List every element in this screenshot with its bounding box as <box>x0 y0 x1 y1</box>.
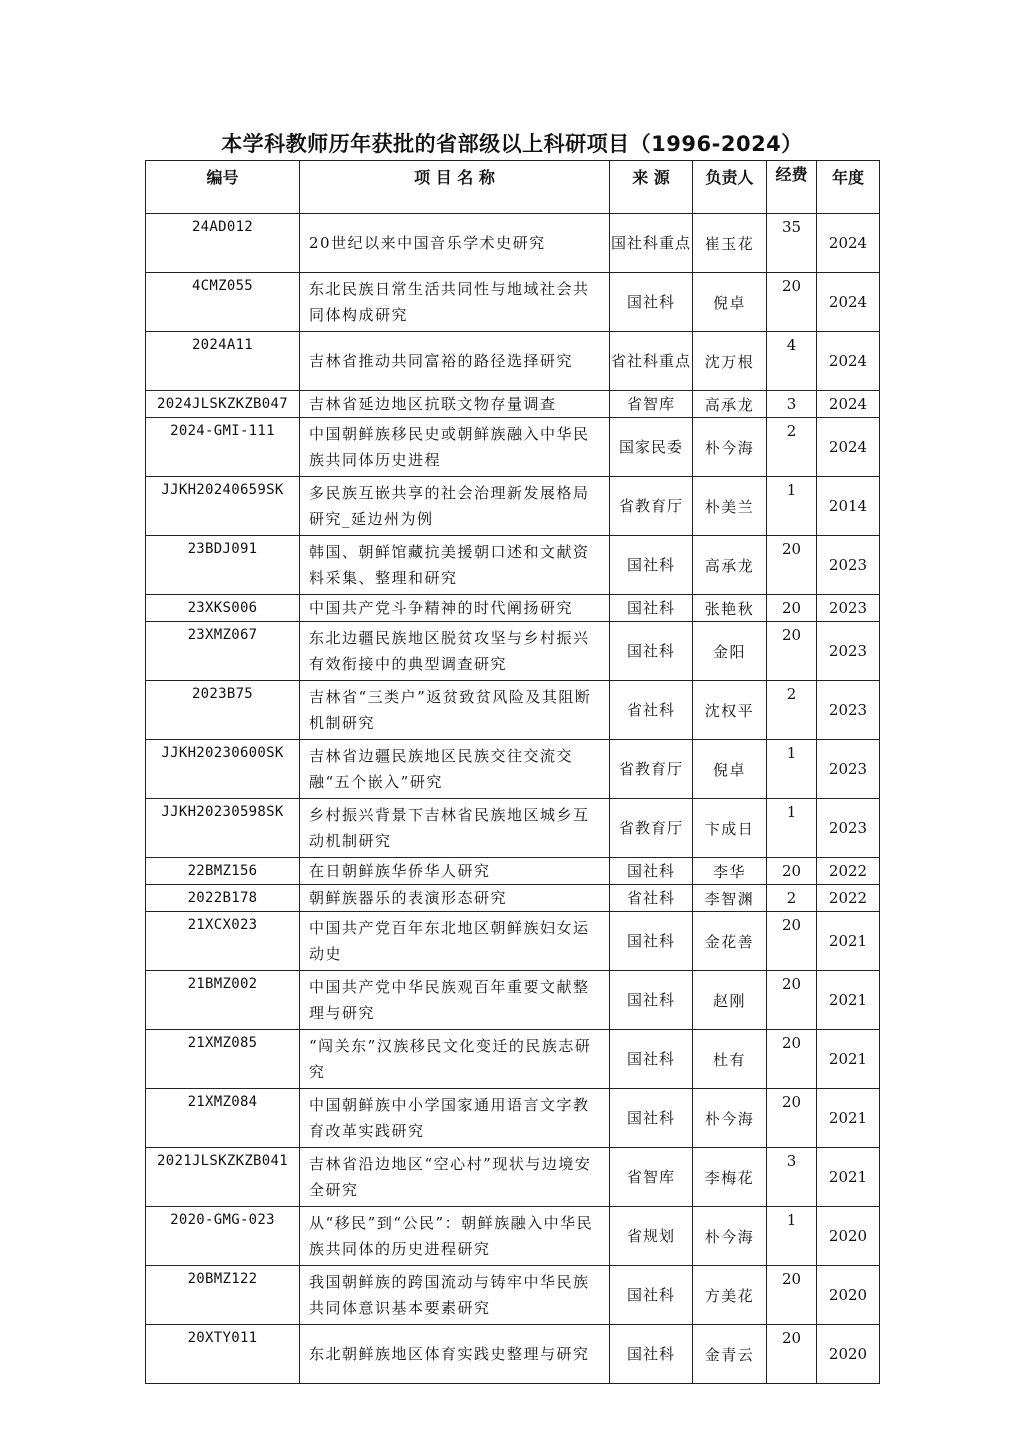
table-row <box>146 1325 880 1384</box>
project-name: “闯关东”汉族移民文化变迁的民族志研究 <box>300 1030 610 1089</box>
project-fund: 20 <box>767 595 817 622</box>
project-code: 2024JLSKZKZB047 <box>146 391 300 418</box>
project-name: 中国朝鲜族中小学国家通用语言文字教育改革实践研究 <box>300 1089 610 1148</box>
project-leader: 朴美兰 <box>693 477 767 536</box>
project-leader: 张艳秋 <box>693 595 767 622</box>
table-row <box>146 858 880 885</box>
project-fund: 20 <box>767 912 817 971</box>
project-fund: 20 <box>767 1030 817 1089</box>
table-row <box>146 740 880 799</box>
project-name: 朝鲜族器乐的表演形态研究 <box>300 885 610 912</box>
project-source: 省社科 <box>610 681 693 740</box>
project-fund: 20 <box>767 858 817 885</box>
table-header-row <box>146 161 880 214</box>
header-code: 编号 <box>146 161 300 214</box>
project-code: 21XMZ084 <box>146 1089 300 1148</box>
table-row <box>146 1207 880 1266</box>
project-fund: 2 <box>767 681 817 740</box>
header-name: 项 目 名 称 <box>300 161 610 214</box>
project-code: JJKH20230598SK <box>146 799 300 858</box>
project-code: 2024A11 <box>146 332 300 391</box>
project-year: 2022 <box>817 858 880 885</box>
table-row <box>146 418 880 477</box>
project-code: JJKH20240659SK <box>146 477 300 536</box>
table-row <box>146 536 880 595</box>
project-source: 国社科 <box>610 858 693 885</box>
project-fund: 20 <box>767 273 817 332</box>
page-title: 本学科教师历年获批的省部级以上科研项目（1996-2024） <box>221 132 803 156</box>
project-source: 省教育厅 <box>610 740 693 799</box>
project-leader: 李华 <box>693 858 767 885</box>
project-name: 吉林省延边地区抗联文物存量调查 <box>300 391 610 418</box>
projects-table <box>145 160 880 1384</box>
project-name: 在日朝鲜族华侨华人研究 <box>300 858 610 885</box>
project-code: 20XTY011 <box>146 1325 300 1384</box>
project-code: 24AD012 <box>146 214 300 273</box>
project-source: 省智库 <box>610 391 693 418</box>
project-year: 2023 <box>817 536 880 595</box>
project-code: 2022B178 <box>146 885 300 912</box>
project-name: 20世纪以来中国音乐学术史研究 <box>300 214 610 273</box>
project-fund: 2 <box>767 418 817 477</box>
project-code: 2020-GMG-023 <box>146 1207 300 1266</box>
project-source: 省社科重点 <box>610 332 693 391</box>
project-year: 2023 <box>817 595 880 622</box>
project-leader: 朴今海 <box>693 1089 767 1148</box>
project-year: 2024 <box>817 273 880 332</box>
project-leader: 崔玉花 <box>693 214 767 273</box>
project-name: 吉林省边疆民族地区民族交往交流交融“五个嵌入”研究 <box>300 740 610 799</box>
project-name: 多民族互嵌共享的社会治理新发展格局研究_延边州为例 <box>300 477 610 536</box>
project-year: 2014 <box>817 477 880 536</box>
project-year: 2023 <box>817 681 880 740</box>
table-row <box>146 214 880 273</box>
project-source: 国家民委 <box>610 418 693 477</box>
project-name: 乡村振兴背景下吉林省民族地区城乡互动机制研究 <box>300 799 610 858</box>
project-code: 23BDJ091 <box>146 536 300 595</box>
table-row <box>146 1089 880 1148</box>
project-code: 2021JLSKZKZB041 <box>146 1148 300 1207</box>
project-name: 吉林省推动共同富裕的路径选择研究 <box>300 332 610 391</box>
project-source: 国社科 <box>610 595 693 622</box>
project-name: 中国共产党百年东北地区朝鲜族妇女运动史 <box>300 912 610 971</box>
project-code: 20BMZ122 <box>146 1266 300 1325</box>
table-row <box>146 681 880 740</box>
project-leader: 方美花 <box>693 1266 767 1325</box>
project-source: 省规划 <box>610 1207 693 1266</box>
header-year: 年度 <box>817 161 880 214</box>
project-source: 国社科 <box>610 1266 693 1325</box>
project-fund: 20 <box>767 536 817 595</box>
project-source: 国社科 <box>610 273 693 332</box>
project-year: 2021 <box>817 1089 880 1148</box>
project-fund: 1 <box>767 799 817 858</box>
project-fund: 1 <box>767 1207 817 1266</box>
project-year: 2023 <box>817 799 880 858</box>
table-row <box>146 912 880 971</box>
project-year: 2021 <box>817 1148 880 1207</box>
project-leader: 沈万根 <box>693 332 767 391</box>
table-row <box>146 595 880 622</box>
project-leader: 倪卓 <box>693 740 767 799</box>
project-year: 2021 <box>817 1030 880 1089</box>
project-code: 21XCX023 <box>146 912 300 971</box>
project-leader: 李智渊 <box>693 885 767 912</box>
project-leader: 卞成日 <box>693 799 767 858</box>
table-row <box>146 885 880 912</box>
project-year: 2024 <box>817 332 880 391</box>
project-fund: 3 <box>767 391 817 418</box>
project-source: 省智库 <box>610 1148 693 1207</box>
project-code: 2024-GMI-111 <box>146 418 300 477</box>
project-fund: 20 <box>767 1266 817 1325</box>
project-source: 国社科 <box>610 1325 693 1384</box>
project-year: 2024 <box>817 391 880 418</box>
project-name: 从“移民”到“公民”：朝鲜族融入中华民族共同体的历史进程研究 <box>300 1207 610 1266</box>
project-code: JJKH20230600SK <box>146 740 300 799</box>
project-fund: 20 <box>767 1089 817 1148</box>
project-source: 省教育厅 <box>610 477 693 536</box>
project-year: 2021 <box>817 912 880 971</box>
project-code: 4CMZ055 <box>146 273 300 332</box>
project-name: 中国共产党中华民族观百年重要文献整理与研究 <box>300 971 610 1030</box>
project-code: 22BMZ156 <box>146 858 300 885</box>
project-leader: 朴今海 <box>693 418 767 477</box>
header-leader: 负责人 <box>693 161 767 214</box>
table-row <box>146 1148 880 1207</box>
project-code: 23XKS006 <box>146 595 300 622</box>
project-leader: 杜有 <box>693 1030 767 1089</box>
project-year: 2020 <box>817 1207 880 1266</box>
project-name: 中国共产党斗争精神的时代阐扬研究 <box>300 595 610 622</box>
table-row <box>146 477 880 536</box>
project-fund: 4 <box>767 332 817 391</box>
project-code: 21XMZ085 <box>146 1030 300 1089</box>
project-leader: 赵刚 <box>693 971 767 1030</box>
project-fund: 1 <box>767 477 817 536</box>
project-year: 2022 <box>817 885 880 912</box>
header-fund: 经费 <box>767 161 817 214</box>
project-leader: 李梅花 <box>693 1148 767 1207</box>
project-leader: 朴今海 <box>693 1207 767 1266</box>
project-year: 2020 <box>817 1266 880 1325</box>
project-source: 国社科 <box>610 536 693 595</box>
project-fund: 3 <box>767 1148 817 1207</box>
project-code: 23XMZ067 <box>146 622 300 681</box>
table-row <box>146 622 880 681</box>
project-leader: 倪卓 <box>693 273 767 332</box>
header-source: 来 源 <box>610 161 693 214</box>
table-row <box>146 799 880 858</box>
project-name: 东北民族日常生活共同性与地域社会共同体构成研究 <box>300 273 610 332</box>
table-row <box>146 391 880 418</box>
project-name: 东北朝鲜族地区体育实践史整理与研究 <box>300 1325 610 1384</box>
project-year: 2021 <box>817 971 880 1030</box>
project-code: 21BMZ002 <box>146 971 300 1030</box>
project-name: 韩国、朝鲜馆藏抗美援朝口述和文献资料采集、整理和研究 <box>300 536 610 595</box>
project-source: 省社科 <box>610 885 693 912</box>
project-source: 国社科 <box>610 971 693 1030</box>
project-source: 国社科 <box>610 1089 693 1148</box>
table-row <box>146 971 880 1030</box>
project-fund: 20 <box>767 622 817 681</box>
project-year: 2023 <box>817 740 880 799</box>
project-fund: 20 <box>767 1325 817 1384</box>
project-source: 省教育厅 <box>610 799 693 858</box>
project-name: 吉林省沿边地区“空心村”现状与边境安全研究 <box>300 1148 610 1207</box>
project-year: 2024 <box>817 418 880 477</box>
project-year: 2023 <box>817 622 880 681</box>
table-row <box>146 1030 880 1089</box>
project-fund: 1 <box>767 740 817 799</box>
table-body <box>146 214 880 1384</box>
project-name: 我国朝鲜族的跨国流动与铸牢中华民族共同体意识基本要素研究 <box>300 1266 610 1325</box>
project-name: 吉林省“三类户”返贫致贫风险及其阻断机制研究 <box>300 681 610 740</box>
project-leader: 高承龙 <box>693 536 767 595</box>
project-leader: 沈权平 <box>693 681 767 740</box>
table-row <box>146 273 880 332</box>
project-fund: 2 <box>767 885 817 912</box>
table-row <box>146 1266 880 1325</box>
project-source: 国社科 <box>610 912 693 971</box>
project-year: 2020 <box>817 1325 880 1384</box>
project-leader: 金花善 <box>693 912 767 971</box>
project-leader: 金青云 <box>693 1325 767 1384</box>
project-source: 国社科 <box>610 1030 693 1089</box>
project-name: 东北边疆民族地区脱贫攻坚与乡村振兴有效衔接中的典型调查研究 <box>300 622 610 681</box>
project-code: 2023B75 <box>146 681 300 740</box>
project-leader: 高承龙 <box>693 391 767 418</box>
project-source: 国社科重点 <box>610 214 693 273</box>
project-leader: 金阳 <box>693 622 767 681</box>
project-fund: 35 <box>767 214 817 273</box>
project-name: 中国朝鲜族移民史或朝鲜族融入中华民族共同体历史进程 <box>300 418 610 477</box>
table-row <box>146 332 880 391</box>
project-fund: 20 <box>767 971 817 1030</box>
project-year: 2024 <box>817 214 880 273</box>
project-source: 国社科 <box>610 622 693 681</box>
